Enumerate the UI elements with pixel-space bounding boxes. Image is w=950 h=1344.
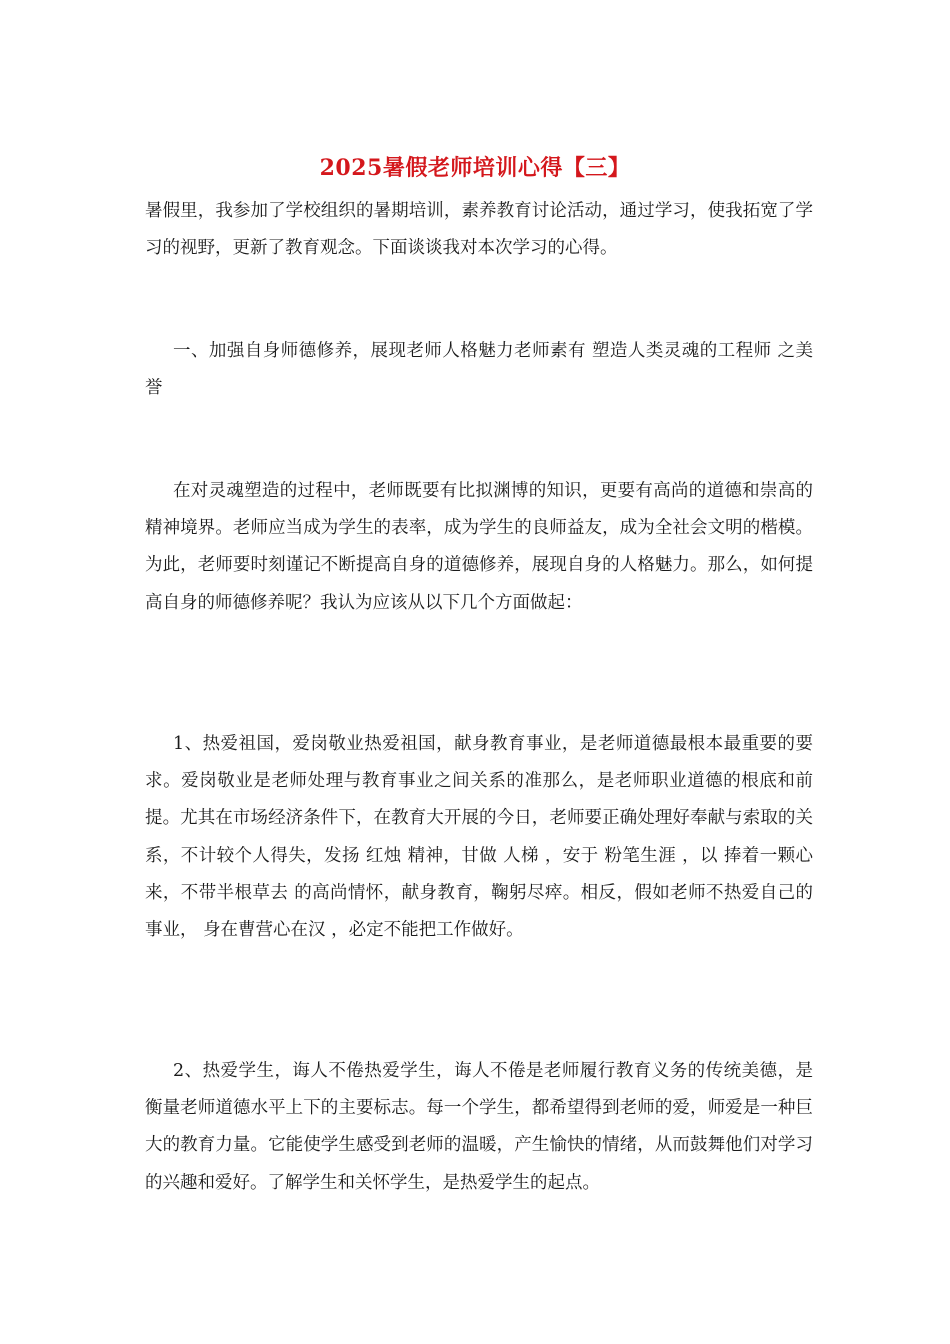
- intro-paragraph: 暑假里，我参加了学校组织的暑期培训，素养教育讨论活动，通过学习，使我拓宽了学习的视野，更新了教育观念。下面谈谈我对本次学习的心得。: [145, 201, 813, 259]
- document-title: 2025暑假老师培训心得【三】: [319, 155, 631, 181]
- item2-paragraph: 2、热爱学生，诲人不倦热爱学生，诲人不倦是老师履行教育义务的传统美德，是衡量老师道德水平上下的主要标志。每一个学生，都希望得到老师的爱，师爱是一种巨大的教育力量。它能使学生感受到老师的温暖，产生愉快的情绪，从而鼓舞他们对学习的兴趣和爱好。了解学生和关怀学生，是热爱学生的起点。: [145, 1061, 813, 1193]
- item1-paragraph: 1、热爱祖国，爱岗敬业热爱祖国，献身教育事业，是老师道德最根本最重要的要求。爱岗敬业是老师处理与教育事业之间关系的准那么，是老师职业道德的根底和前提。尤其在市场经济条件下，在教育大开展的今日，老师要正确处理好奉献与索取的关系，不计较个人得失，发扬 红烛 精神，甘做 人梯 ，安于 粉笔生涯 ，以 捧着一颗心来，不带半根草去 的高尚情怀，献身教育，鞠躬尽瘁。相反，假如老师不热爱自己的事业， 身在曹营心在汉 ，必定不能把工作做好。: [145, 734, 813, 941]
- section1-heading: 一、加强自身师德修养，展现老师人格魅力老师素有 塑造人类灵魂的工程师 之美誉: [145, 341, 813, 399]
- section1-body-paragraph: 在对灵魂塑造的过程中，老师既要有比拟渊博的知识，更要有高尚的道德和崇高的精神境界。老师应当成为学生的表率，成为学生的良师益友，成为全社会文明的楷模。为此，老师要时刻谨记不断提高自身的道德修养，展现自身的人格魅力。那么，如何提高自身的师德修养呢？我认为应该从以下几个方面做起：: [145, 481, 813, 613]
